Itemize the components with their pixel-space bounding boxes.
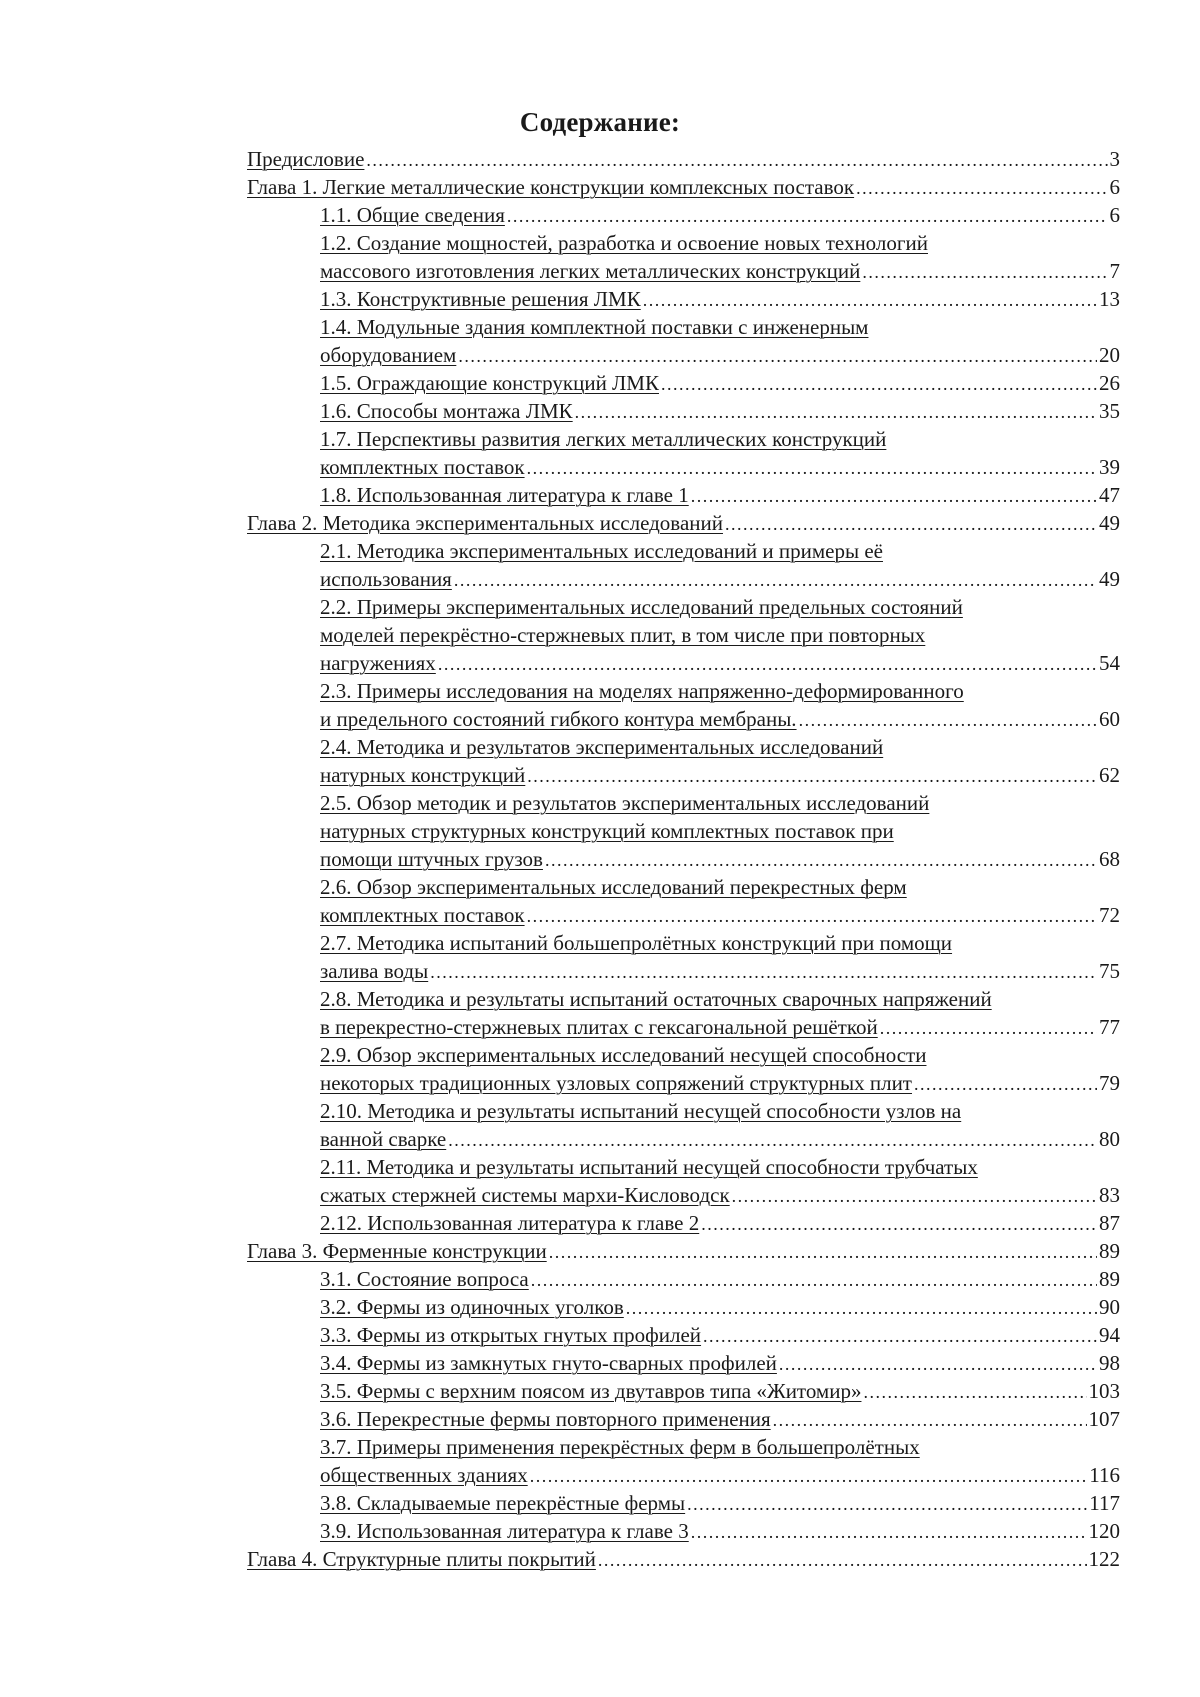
toc-entry-title[interactable]: 2.2. Примеры экспериментальных исследований предельных состояний <box>320 595 963 619</box>
toc-page-number: 89 <box>1099 1267 1120 1291</box>
toc-entry-title[interactable]: некоторых традиционных узловых сопряжений структурных плит <box>320 1071 912 1095</box>
toc-entry-line <box>0 1209 1120 1237</box>
page-title: Содержание: <box>519 107 681 137</box>
toc-entry-title[interactable]: общественных зданиях <box>320 1463 528 1487</box>
toc-page-number: 75 <box>1099 959 1120 983</box>
toc-entry-title[interactable]: сжатых стержней системы мархи-Кисловодск <box>320 1183 730 1207</box>
toc-entry-title[interactable]: 1.4. Модульные здания комплектной поставки с инженерным <box>320 315 869 339</box>
toc-page-number: 90 <box>1099 1295 1120 1319</box>
dot-leader <box>531 1265 1097 1294</box>
toc-entry-line <box>0 817 1120 845</box>
toc-entry-line <box>0 369 1120 397</box>
toc-entry-line <box>0 425 1120 453</box>
toc-entry[interactable] <box>0 313 1120 369</box>
toc-entry-title[interactable]: массового изготовления легких металлических конструкций <box>320 259 861 283</box>
toc-entry[interactable] <box>0 1237 1120 1265</box>
dot-leader <box>914 1069 1097 1098</box>
toc-entry-line <box>0 481 1120 509</box>
dot-leader <box>598 1545 1087 1574</box>
toc-page-number: 6 <box>1109 203 1120 227</box>
dot-leader <box>366 145 1107 174</box>
dot-leader <box>549 1237 1097 1266</box>
dot-leader <box>507 201 1108 230</box>
dot-leader <box>863 1377 1086 1406</box>
toc-entry-title[interactable]: 3.6. Перекрестные фермы повторного применения <box>320 1407 771 1431</box>
toc-entry-title[interactable]: 1.1. Общие сведения <box>320 203 505 227</box>
toc-entry-title[interactable]: 2.3. Примеры исследования на моделях напряженно-деформированного <box>320 679 964 703</box>
toc-page-number: 117 <box>1089 1491 1120 1515</box>
toc-entry[interactable] <box>0 873 1120 929</box>
toc-entry-title[interactable]: 2.7. Методика испытаний большепролётных конструкций при помощи <box>320 931 953 955</box>
toc-page-number: 54 <box>1099 651 1120 675</box>
toc-entry[interactable] <box>0 1433 1120 1489</box>
dot-leader <box>527 453 1097 482</box>
toc-page-number: 122 <box>1088 1547 1120 1571</box>
toc-entry-line <box>0 1545 1120 1573</box>
toc-entry[interactable] <box>0 425 1120 481</box>
dot-leader <box>626 1293 1097 1322</box>
toc-entry-line <box>0 1517 1120 1545</box>
toc-entry-line <box>0 1405 1120 1433</box>
dot-leader <box>545 845 1097 874</box>
toc-entry-title[interactable]: 3.3. Фермы из открытых гнутых профилей <box>320 1323 702 1347</box>
toc-entry[interactable] <box>0 509 1120 537</box>
toc-entry[interactable] <box>0 929 1120 985</box>
toc-entry-line <box>0 677 1120 705</box>
toc-page-number: 49 <box>1099 511 1120 535</box>
toc-entry-title[interactable]: 3.1. Состояние вопроса <box>320 1267 529 1291</box>
dot-leader <box>448 1125 1097 1154</box>
toc-entry[interactable] <box>0 789 1120 873</box>
toc-entry-title[interactable]: в перекрестно-стержневых плитах с гексагональной решёткой <box>320 1015 878 1039</box>
toc-entry-line <box>0 873 1120 901</box>
dot-leader <box>779 1349 1097 1378</box>
dot-leader <box>799 705 1097 734</box>
toc-entry-title[interactable]: 2.5. Обзор методик и результатов экспериментальных исследований <box>320 791 930 815</box>
toc-entry-line <box>0 257 1120 285</box>
toc-entry-title[interactable]: 3.9. Использованная литература к главе 3 <box>320 1519 689 1543</box>
toc-entry-title[interactable]: 1.8. Использованная литература к главе 1 <box>320 483 689 507</box>
toc-page-number: 120 <box>1088 1519 1120 1543</box>
dot-leader <box>643 285 1097 314</box>
toc-page-number: 98 <box>1099 1351 1120 1375</box>
toc-entry-title[interactable]: Глава 3. Ферменные конструкции <box>247 1239 547 1263</box>
toc-entry[interactable] <box>0 677 1120 733</box>
toc-entry-line <box>0 789 1120 817</box>
toc-entry-line <box>0 957 1120 985</box>
toc-page-number: 83 <box>1099 1183 1120 1207</box>
toc-entry-title[interactable]: 2.8. Методика и результаты испытаний остаточных сварочных напряжений <box>320 987 992 1011</box>
dot-leader <box>773 1405 1087 1434</box>
toc-entry-line <box>0 901 1120 929</box>
toc-entry-title[interactable]: 3.2. Фермы из одиночных уголков <box>320 1295 624 1319</box>
toc-entry-title[interactable]: комплектных поставок <box>320 903 525 927</box>
dot-leader <box>701 1209 1097 1238</box>
toc-entry-title[interactable]: Предисловие <box>247 147 365 171</box>
toc-page-number: 26 <box>1099 371 1120 395</box>
dot-leader <box>880 1013 1097 1042</box>
toc-entry-line <box>0 537 1120 565</box>
dot-leader <box>527 901 1097 930</box>
dot-leader <box>691 481 1097 510</box>
toc-page-number: 6 <box>1109 175 1120 199</box>
toc-entry-title[interactable]: залива воды <box>320 959 429 983</box>
toc-entry-title[interactable]: моделей перекрёстно-стержневых плит, в том числе при повторных <box>320 623 926 647</box>
toc-entry-title[interactable]: помощи штучных грузов <box>320 847 543 871</box>
toc-entry[interactable] <box>0 229 1120 285</box>
toc-entry-line <box>0 1125 1120 1153</box>
toc-entry[interactable] <box>0 1153 1120 1209</box>
toc-entry-line <box>0 1489 1120 1517</box>
toc-entry-title[interactable]: Глава 1. Легкие металлические конструкции комплексных поставок <box>247 175 855 199</box>
toc-entry-title[interactable]: оборудованием <box>320 343 457 367</box>
toc-entry-line <box>0 453 1120 481</box>
toc-entry-line <box>0 621 1120 649</box>
toc-page-number: 80 <box>1099 1127 1120 1151</box>
toc-entry-line <box>0 173 1120 201</box>
dot-leader <box>687 1489 1087 1518</box>
toc-entry-title[interactable]: и предельного состояний гибкого контура мембраны. <box>320 707 797 731</box>
toc-entry[interactable] <box>0 481 1120 509</box>
toc-entry-line <box>0 593 1120 621</box>
dot-leader <box>530 1461 1088 1490</box>
toc-entry-title[interactable]: 2.4. Методика и результатов экспериментальных исследований <box>320 735 884 759</box>
toc-entry[interactable] <box>0 1321 1120 1349</box>
toc-page-number: 62 <box>1099 763 1120 787</box>
toc-page-number: 107 <box>1088 1407 1120 1431</box>
toc-entry-line <box>0 985 1120 1013</box>
dot-leader <box>661 369 1097 398</box>
toc-page-number: 89 <box>1099 1239 1120 1263</box>
toc-entry-line <box>0 929 1120 957</box>
toc-entry-line <box>0 1433 1120 1461</box>
toc-page-number: 35 <box>1099 399 1120 423</box>
toc-entry-line <box>0 705 1120 733</box>
toc-entry-title[interactable]: 2.11. Методика и результаты испытаний несущей способности трубчатых <box>320 1155 978 1179</box>
toc-page-number: 47 <box>1099 483 1120 507</box>
toc-page-number: 13 <box>1099 287 1120 311</box>
dot-leader <box>430 957 1097 986</box>
toc-entry[interactable] <box>0 285 1120 313</box>
toc-entry-line <box>0 201 1120 229</box>
toc-entry[interactable] <box>0 1209 1120 1237</box>
toc-entry-line <box>0 1461 1120 1489</box>
toc-entry-title[interactable]: 1.6. Способы монтажа ЛМК <box>320 399 573 423</box>
toc-entry-title[interactable]: 3.7. Примеры применения перекрёстных ферм в большепролётных <box>320 1435 920 1459</box>
toc-entry[interactable] <box>0 1349 1120 1377</box>
toc-entry-line <box>0 1069 1120 1097</box>
toc-entry[interactable] <box>0 1041 1120 1097</box>
toc-page-number: 87 <box>1099 1211 1120 1235</box>
toc-entry-line <box>0 1097 1120 1125</box>
toc-entry-title[interactable]: 2.9. Обзор экспериментальных исследований несущей способности <box>320 1043 927 1067</box>
toc-entry[interactable] <box>0 1265 1120 1293</box>
toc-entry[interactable] <box>0 537 1120 593</box>
toc-page-number: 68 <box>1099 847 1120 871</box>
toc-entry-line <box>0 1265 1120 1293</box>
toc-entry-line <box>0 1293 1120 1321</box>
toc-entry[interactable] <box>0 1377 1120 1405</box>
toc-page-number: 20 <box>1099 343 1120 367</box>
toc-entry[interactable] <box>0 985 1120 1041</box>
toc-entry-line <box>0 1237 1120 1265</box>
toc-entry-line <box>0 313 1120 341</box>
toc-entry-line <box>0 733 1120 761</box>
dot-leader <box>862 257 1107 286</box>
toc-entry-line <box>0 1321 1120 1349</box>
toc-entry-title[interactable]: Глава 2. Методика экспериментальных исследований <box>247 511 723 535</box>
toc-entry-line <box>0 845 1120 873</box>
toc-entry[interactable] <box>0 369 1120 397</box>
toc-entry-line <box>0 1377 1120 1405</box>
toc-page-number: 49 <box>1099 567 1120 591</box>
toc-page-number: 7 <box>1109 259 1120 283</box>
toc-entry[interactable] <box>0 1517 1120 1545</box>
toc-entry-line <box>0 229 1120 257</box>
toc-entry-title[interactable]: использования <box>320 567 452 591</box>
table-of-contents <box>0 145 1200 1573</box>
toc-entry[interactable] <box>0 733 1120 789</box>
toc-entry[interactable] <box>0 1293 1120 1321</box>
toc-entry-line <box>0 285 1120 313</box>
toc-page-number: 39 <box>1099 455 1120 479</box>
toc-entry-title[interactable]: 1.7. Перспективы развития легких металлических конструкций <box>320 427 887 451</box>
toc-entry-title[interactable]: 2.10. Методика и результаты испытаний несущей способности узлов на <box>320 1099 962 1123</box>
dot-leader <box>438 649 1097 678</box>
toc-entry-line <box>0 509 1120 537</box>
toc-entry-title[interactable]: комплектных поставок <box>320 455 525 479</box>
toc-entry-line <box>0 761 1120 789</box>
toc-entry[interactable] <box>0 593 1120 677</box>
toc-entry-line <box>0 145 1120 173</box>
toc-entry-title[interactable]: натурных структурных конструкций комплектных поставок при <box>320 819 894 843</box>
toc-entry[interactable] <box>0 1545 1120 1573</box>
toc-page-number: 77 <box>1099 1015 1120 1039</box>
toc-entry[interactable] <box>0 1097 1120 1153</box>
toc-entry[interactable] <box>0 201 1120 229</box>
toc-entry-line <box>0 1153 1120 1181</box>
toc-entry-line <box>0 565 1120 593</box>
toc-entry-title[interactable]: 3.8. Складываемые перекрёстные фермы <box>320 1491 686 1515</box>
dot-leader <box>691 1517 1087 1546</box>
toc-entry-line <box>0 341 1120 369</box>
dot-leader <box>703 1321 1097 1350</box>
toc-entry[interactable] <box>0 397 1120 425</box>
toc-entry[interactable] <box>0 1489 1120 1517</box>
toc-entry-line <box>0 649 1120 677</box>
toc-entry[interactable] <box>0 1405 1120 1433</box>
dot-leader <box>575 397 1097 426</box>
toc-entry-title[interactable]: нагружениях <box>320 651 436 675</box>
toc-entry[interactable] <box>0 173 1120 201</box>
toc-entry-line <box>0 397 1120 425</box>
toc-page-number: 60 <box>1099 707 1120 731</box>
toc-entry-title[interactable]: ванной сварке <box>320 1127 447 1151</box>
toc-entry-line <box>0 1041 1120 1069</box>
toc-entry-title[interactable]: 3.4. Фермы из замкнутых гнуто-сварных профилей <box>320 1351 777 1375</box>
toc-entry-line <box>0 1181 1120 1209</box>
toc-entry-title[interactable]: 1.5. Ограждающие конструкций ЛМК <box>320 371 659 395</box>
toc-page-number: 79 <box>1099 1071 1120 1095</box>
toc-entry-title[interactable]: 2.12. Использованная литература к главе 2 <box>320 1211 700 1235</box>
toc-entry-title[interactable]: 2.6. Обзор экспериментальных исследований перекрестных ферм <box>320 875 907 899</box>
dot-leader <box>856 173 1107 202</box>
toc-entry-title[interactable]: Глава 4. Структурные плиты покрытий <box>247 1547 596 1571</box>
dot-leader <box>527 761 1097 790</box>
toc-entry-line <box>0 1349 1120 1377</box>
toc-page-number: 116 <box>1089 1463 1120 1487</box>
dot-leader <box>458 341 1097 370</box>
dot-leader <box>454 565 1097 594</box>
toc-entry-title[interactable]: 2.1. Методика экспериментальных исследований и примеры её <box>320 539 883 563</box>
toc-entry[interactable] <box>0 145 1120 173</box>
toc-page-number: 94 <box>1099 1323 1120 1347</box>
toc-page-number: 72 <box>1099 903 1120 927</box>
toc-entry-title[interactable]: 1.3. Конструктивные решения ЛМК <box>320 287 641 311</box>
toc-entry-title[interactable]: 1.2. Создание мощностей, разработка и освоение новых технологий <box>320 231 928 255</box>
toc-entry-line <box>0 1013 1120 1041</box>
dot-leader <box>725 509 1097 538</box>
toc-entry-title[interactable]: натурных конструкций <box>320 763 526 787</box>
toc-page-number: 103 <box>1088 1379 1120 1403</box>
dot-leader <box>732 1181 1097 1210</box>
toc-page-number: 3 <box>1109 147 1120 171</box>
toc-entry-title[interactable]: 3.5. Фермы с верхним поясом из двутавров типа «Житомир» <box>320 1379 862 1403</box>
